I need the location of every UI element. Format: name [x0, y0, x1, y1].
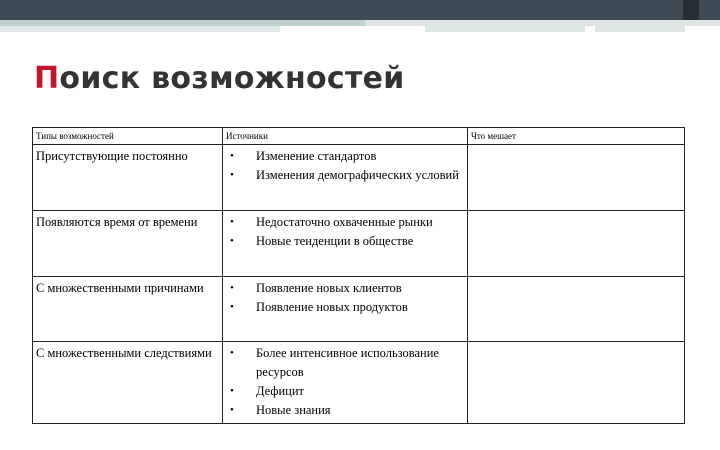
list-item [226, 147, 464, 166]
bullet-icon: • [230, 282, 234, 294]
sources-list [226, 279, 464, 317]
table-row [33, 342, 685, 424]
sources-cell [223, 211, 468, 277]
list-item [226, 232, 464, 251]
obstacles-cell [468, 211, 685, 277]
header-cell-sources: Источники [223, 128, 468, 145]
list-item [226, 382, 464, 401]
title-first-letter: П [34, 61, 60, 96]
source-text: Новые знания [256, 403, 331, 417]
sources-list [226, 344, 464, 420]
obstacles-cell [468, 277, 685, 342]
source-text: Более интенсивное использование ресурсов [256, 346, 439, 379]
source-text: Изменение стандартов [256, 149, 377, 163]
bullet-icon: • [230, 150, 234, 162]
slide-title [34, 61, 405, 96]
sources-list [226, 213, 464, 251]
decor-stripe-segment [0, 26, 280, 32]
list-item [226, 344, 464, 382]
bullet-icon: • [230, 385, 234, 397]
bullet-icon: • [230, 235, 234, 247]
top-bar [0, 0, 720, 20]
sources-list [226, 147, 464, 185]
table-row [33, 211, 685, 277]
obstacles-cell [468, 342, 685, 424]
source-text: Изменения демографических условий [256, 168, 459, 182]
source-text: Появление новых продуктов [256, 300, 408, 314]
table-header-row [33, 128, 685, 145]
header-cell-types: Типы возможностей [33, 128, 223, 145]
bullet-icon: • [230, 347, 234, 359]
type-cell: С множественными следствиями [33, 342, 223, 424]
source-text: Появление новых клиентов [256, 281, 402, 295]
decor-stripe-segment [425, 26, 585, 32]
bullet-icon: • [230, 169, 234, 181]
decor-stripe-lower [0, 26, 720, 32]
sources-cell [223, 342, 468, 424]
opportunities-table [32, 127, 685, 424]
obstacles-cell [468, 145, 685, 211]
type-cell: С множественными причинами [33, 277, 223, 342]
top-bar-dark-block [683, 0, 699, 20]
bullet-icon: • [230, 301, 234, 313]
table-row [33, 277, 685, 342]
table-row [33, 145, 685, 211]
source-text: Недостаточно охваченные рынки [256, 215, 433, 229]
list-item [226, 401, 464, 420]
decor-stripe-segment [595, 26, 685, 32]
type-cell: Появляются время от времени [33, 211, 223, 277]
title-rest: оиск возможностей [59, 61, 405, 96]
source-text: Дефицит [256, 384, 305, 398]
list-item [226, 213, 464, 232]
bullet-icon: • [230, 216, 234, 228]
list-item [226, 166, 464, 185]
header-cell-obstacles: Что мешает [468, 128, 685, 145]
bullet-icon: • [230, 404, 234, 416]
type-cell: Присутствующие постоянно [33, 145, 223, 211]
sources-cell [223, 277, 468, 342]
list-item [226, 298, 464, 317]
source-text: Новые тенденции в обществе [256, 234, 414, 248]
list-item [226, 279, 464, 298]
sources-cell [223, 145, 468, 211]
